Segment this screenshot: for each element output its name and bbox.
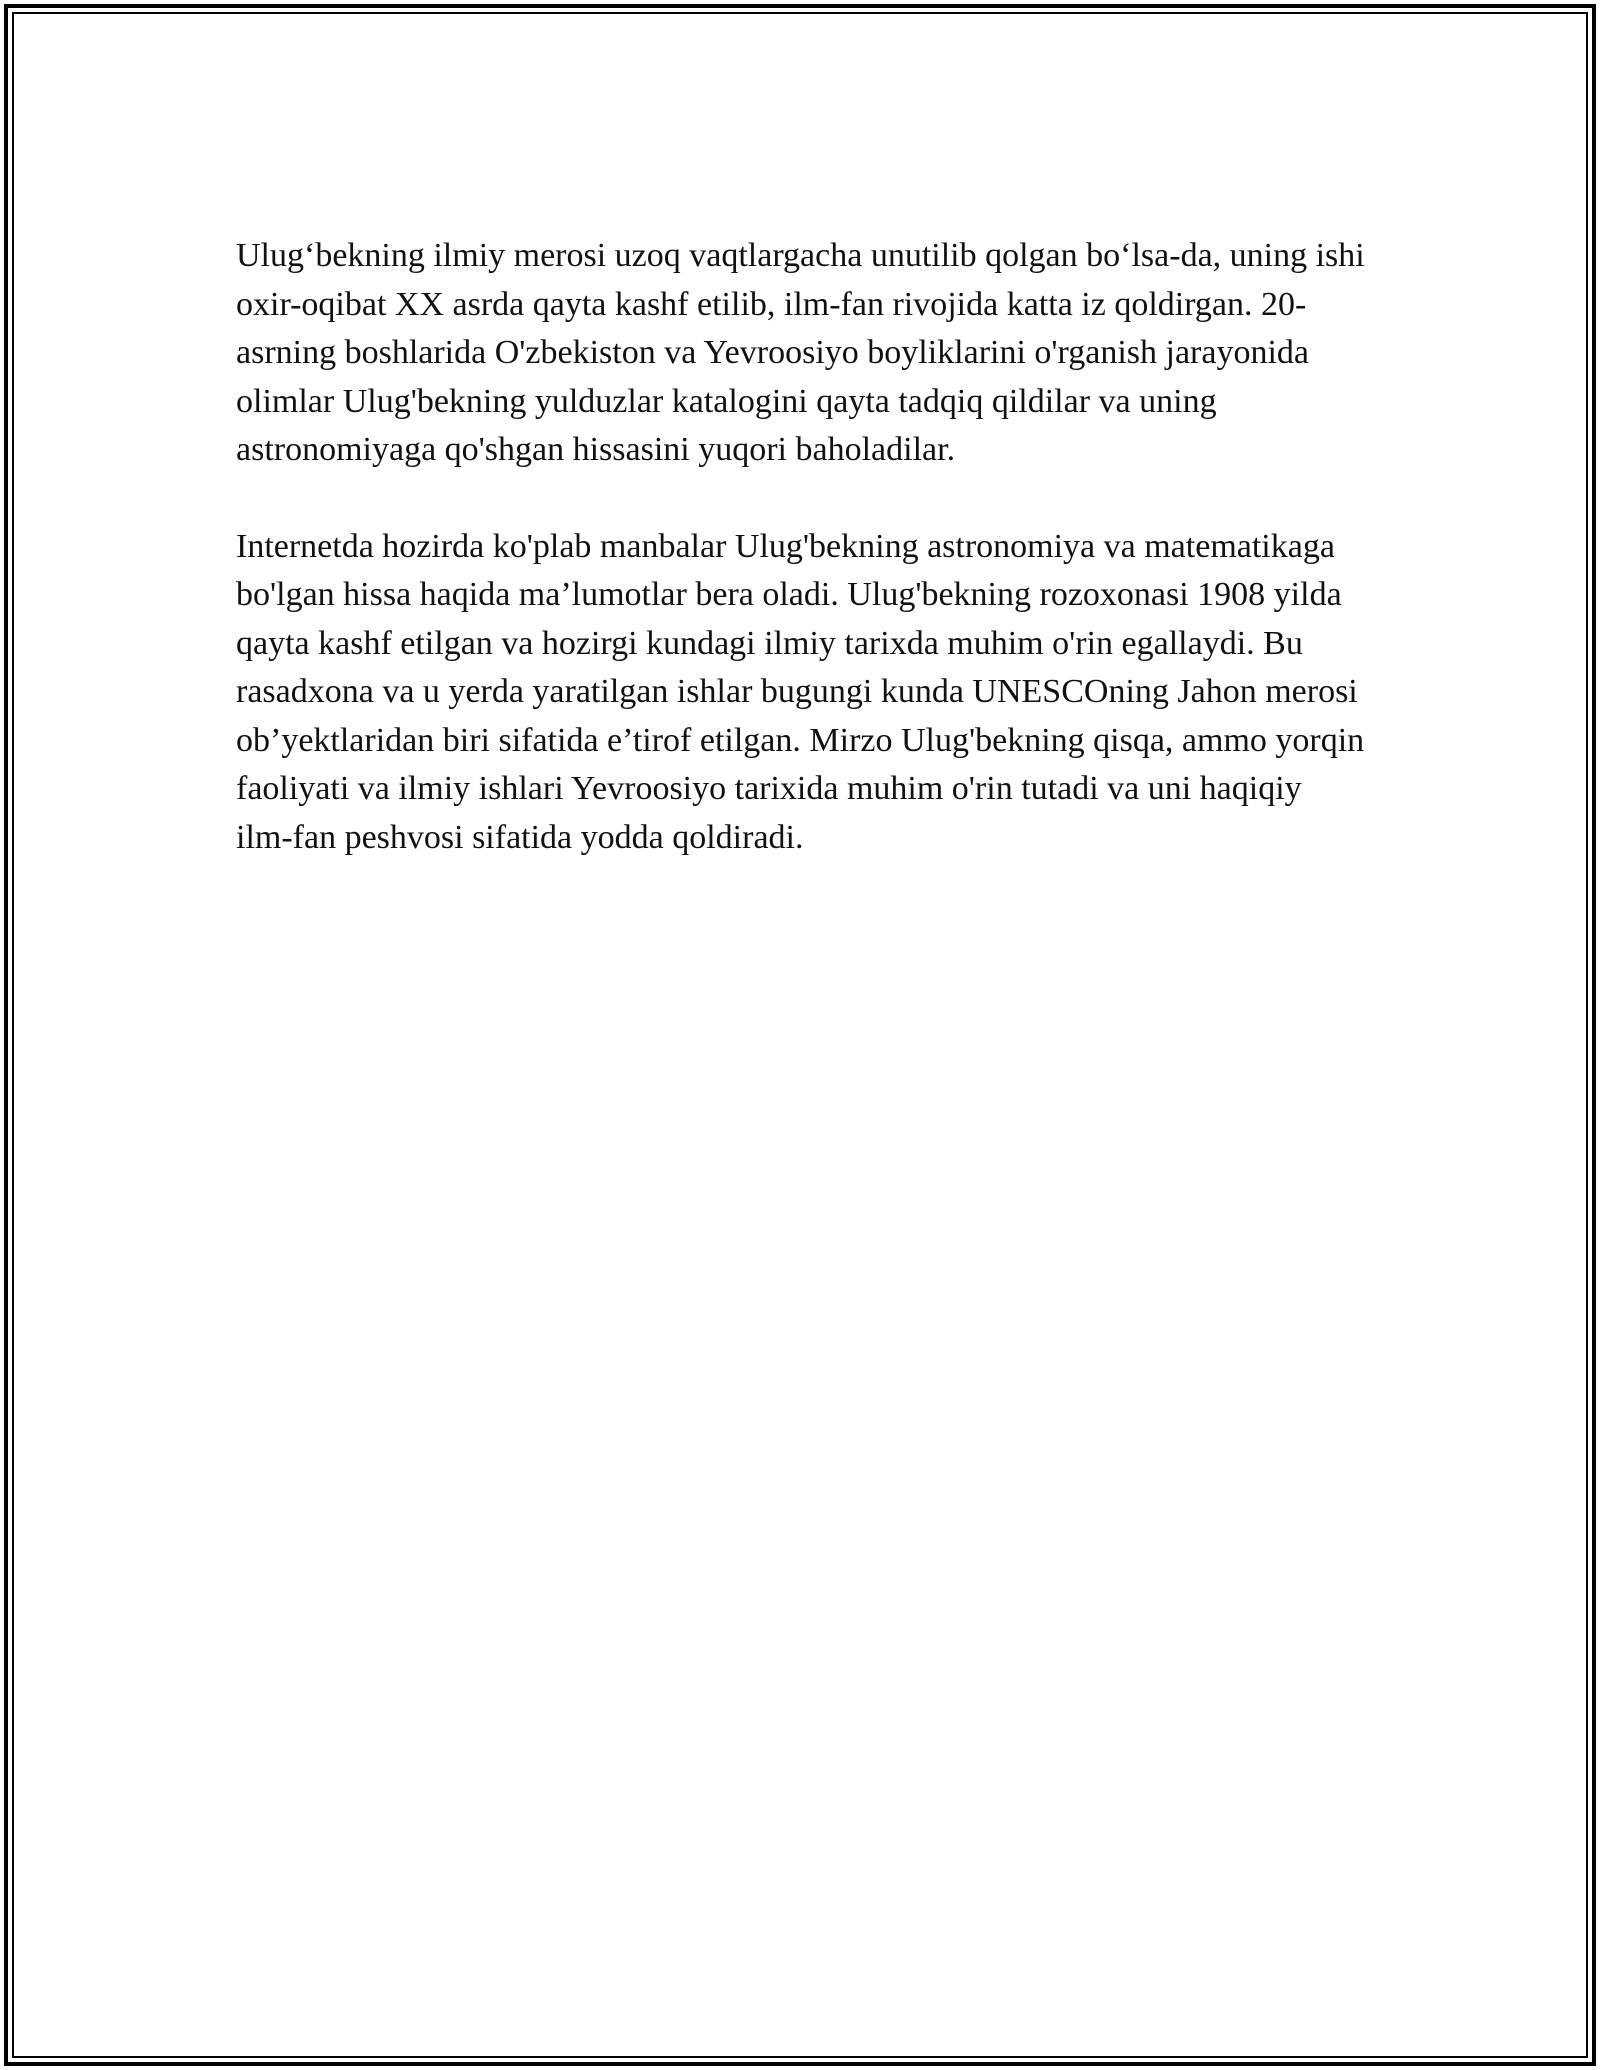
paragraph-1: Ulug‘bekning ilmiy merosi uzoq vaqtlargacha unutilib qolgan bo‘lsa-da, uning ishi oxir-oqibat XX asrda qayta kashf etilib, ilm-fan rivojida katta iz qoldirgan. 20-asrning boshlarida O'zbekiston va Yevroosiyo boyliklarini o'rganish jarayonida olimlar Ulug'bekning yulduzlar katalogini qayta tadqiq qildilar va uning astronomiyaga qo'shgan hissasini yuqori baholadilar. xyxy=(236,237,1365,468)
paragraph-2: Internetda hozirda ko'plab manbalar Ulug'bekning astronomiya va matematikaga bo'lgan hissa haqida ma’lumotlar bera oladi. Ulug'bekning rozoxonasi 1908 yilda qayta kashf etilgan va hozirgi kundagi ilmiy tarixda muhim o'rin egallaydi. Bu rasadxona va u yerda yaratilgan ishlar bugungi kunda UNESCOning Jahon merosi ob’yektlaridan biri sifatida e’tirof etilgan. Mirzo Ulug'bekning qisqa, ammo yorqin faoliyati va ilmiy ishlari Yevroosiyo tarixida muhim o'rin tutadi va uni haqiqiy ilm-fan peshvosi sifatida yodda qoldiradi. xyxy=(236,527,1365,856)
document-body xyxy=(236,232,1366,910)
